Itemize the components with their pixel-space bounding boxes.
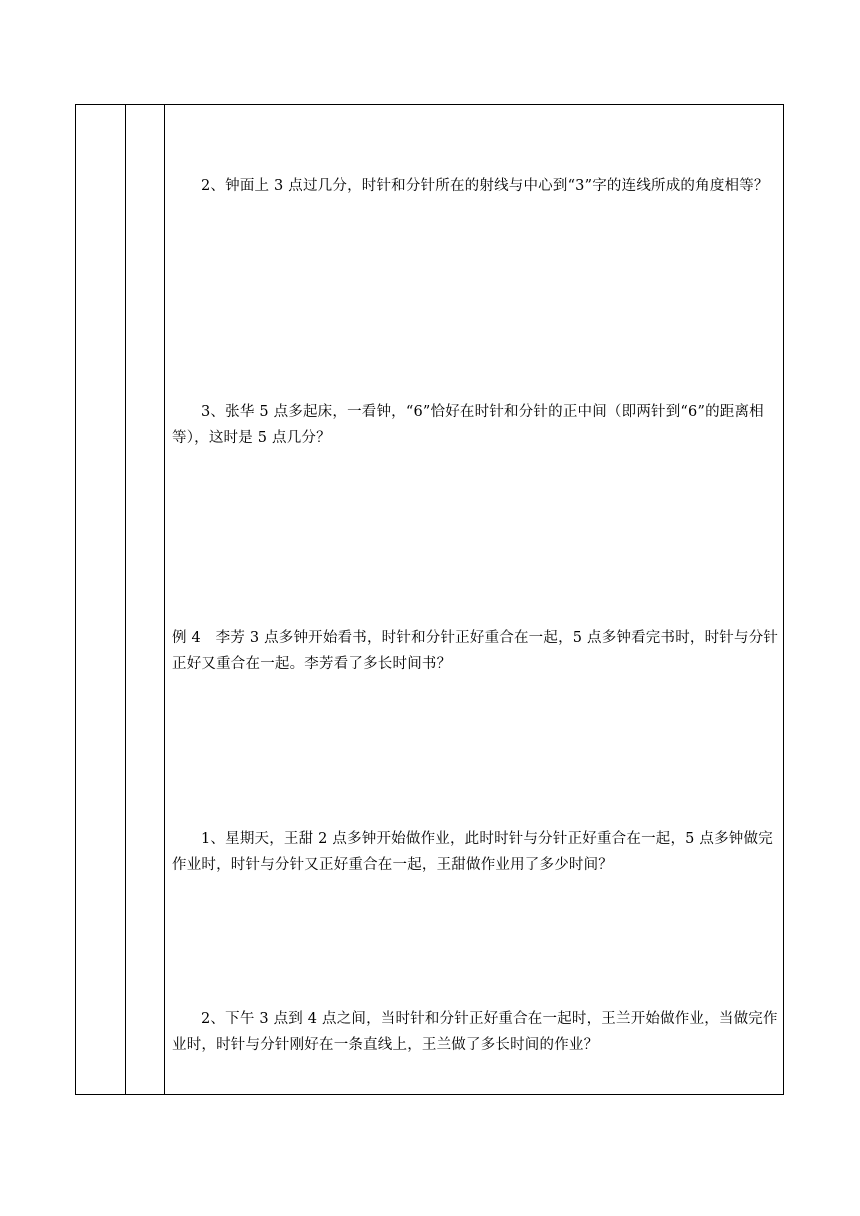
example-4: 例 4 李芳 3 点多钟开始看书，时针和分针正好重合在一起，5 点多钟看完书时，时针与分针正好又重合在一起。李芳看了多长时间书？ bbox=[172, 630, 779, 672]
column-divider-2 bbox=[164, 105, 165, 1094]
question-2: 2、钟面上 3 点过几分，时针和分针所在的射线与中心到“3”字的连线所成的角度相等？ bbox=[201, 178, 769, 194]
column-divider-1 bbox=[125, 105, 126, 1094]
worksheet-table bbox=[75, 104, 784, 1095]
practice-2: 2、下午 3 点到 4 点之间，当时针和分针正好重合在一起时，王兰开始做作业，当做完作业时，时针与分针刚好在一条直线上，王兰做了多长时间的作业？ bbox=[172, 1011, 778, 1053]
question-3: 3、张华 5 点多起床，一看钟，“6”恰好在时针和分针的正中间（即两针到“6”的距离相等），这时是 5 点几分？ bbox=[172, 404, 764, 446]
practice-1: 1、星期天，王甜 2 点多钟开始做作业，此时时针与分针正好重合在一起，5 点多钟做完作业时，时针与分针又正好重合在一起，王甜做作业用了多少时间？ bbox=[172, 831, 773, 873]
